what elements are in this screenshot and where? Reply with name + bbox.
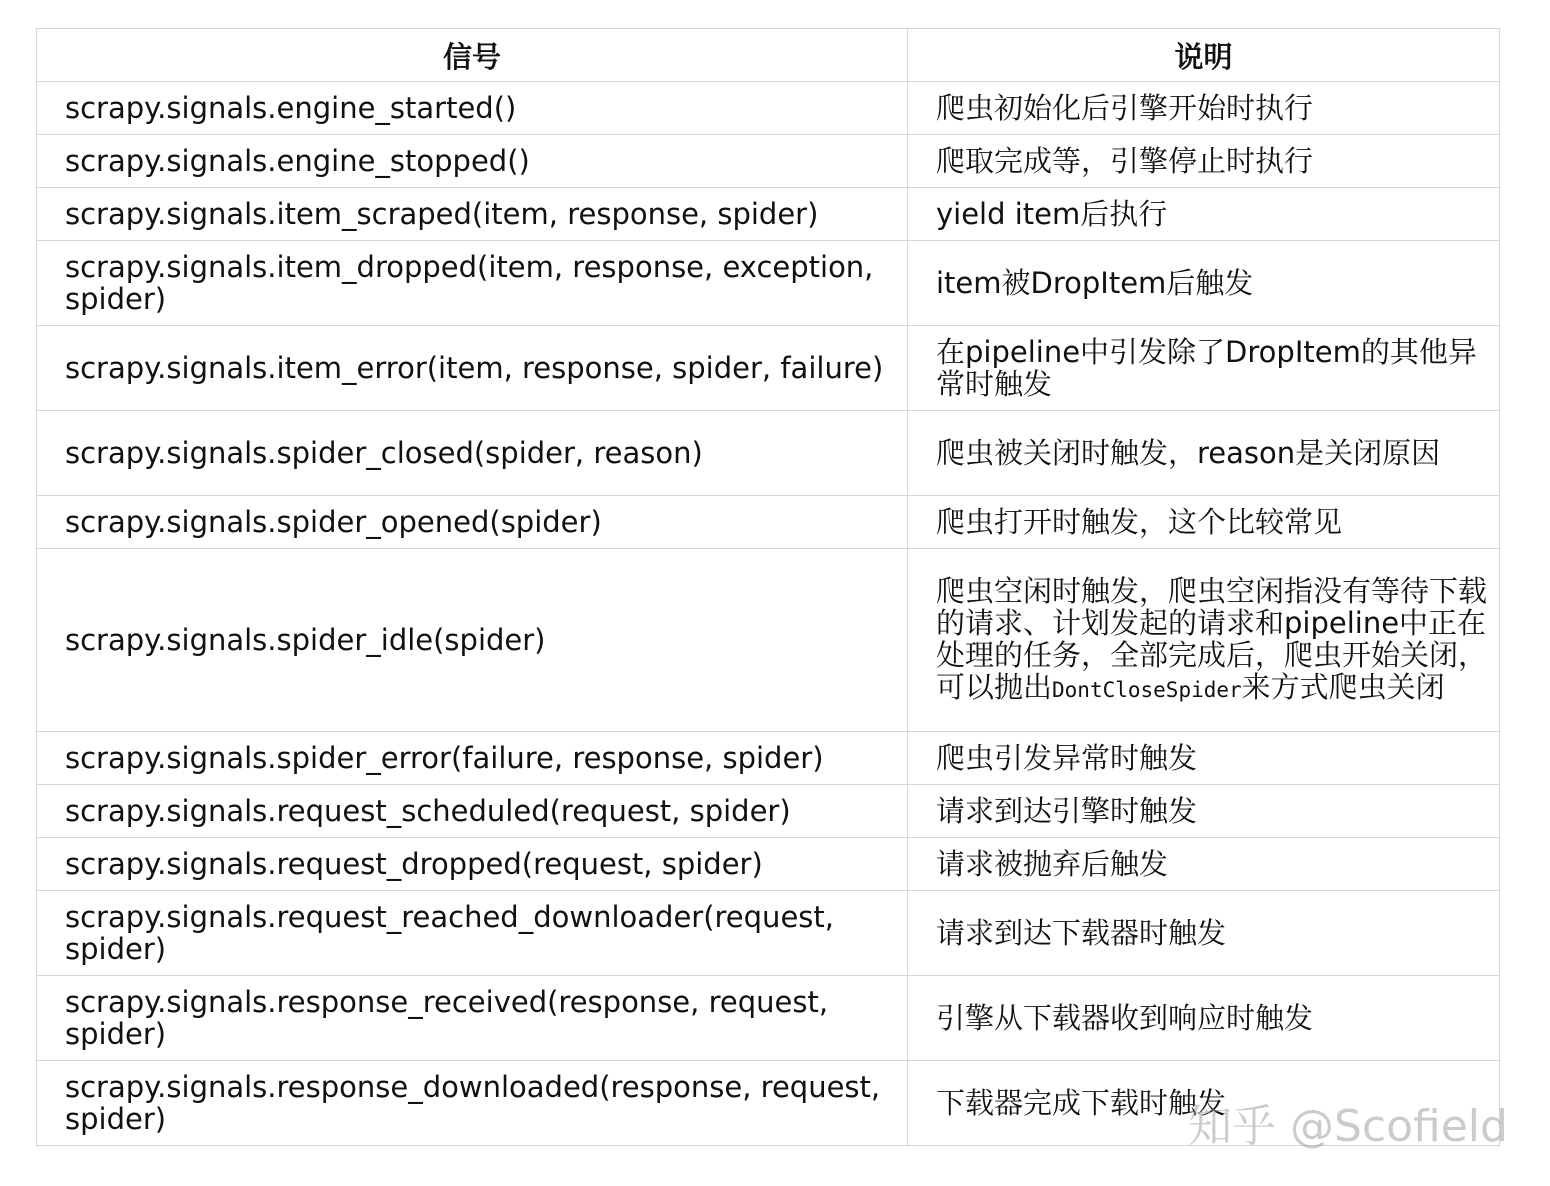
description-cell: item被DropItem后触发 bbox=[908, 241, 1500, 326]
table-row bbox=[37, 135, 1500, 188]
signal-cell: scrapy.signals.spider_opened(spider) bbox=[37, 496, 908, 549]
table-row bbox=[37, 1061, 1500, 1146]
description-cell: yield item后执行 bbox=[908, 188, 1500, 241]
table-row bbox=[37, 976, 1500, 1061]
header-description: 说明 bbox=[908, 29, 1500, 82]
description-cell: 爬虫初始化后引擎开始时执行 bbox=[908, 82, 1500, 135]
table-row bbox=[37, 496, 1500, 549]
header-signal: 信号 bbox=[37, 29, 908, 82]
description-cell: 请求到达下载器时触发 bbox=[908, 891, 1500, 976]
description-cell: 引擎从下载器收到响应时触发 bbox=[908, 976, 1500, 1061]
table-header-row bbox=[37, 29, 1500, 82]
signal-cell: scrapy.signals.spider_closed(spider, reason) bbox=[37, 411, 908, 496]
table-row bbox=[37, 785, 1500, 838]
description-cell: 在pipeline中引发除了DropItem的其他异常时触发 bbox=[908, 326, 1500, 411]
description-cell: 爬虫引发异常时触发 bbox=[908, 732, 1500, 785]
description-cell bbox=[908, 549, 1500, 732]
description-cell: 下载器完成下载时触发 bbox=[908, 1061, 1500, 1146]
signal-cell: scrapy.signals.spider_error(failure, response, spider) bbox=[37, 732, 908, 785]
description-text: 爬虫空闲时触发，爬虫空闲指没有等待下载的请求、计划发起的请求和pipeline中正在处理的任务，全部完成后，爬虫开始关闭，可以抛出 bbox=[936, 573, 1488, 704]
description-cell: 爬虫打开时触发，这个比较常见 bbox=[908, 496, 1500, 549]
table-row bbox=[37, 838, 1500, 891]
inline-code: DontCloseSpider bbox=[1052, 677, 1242, 702]
table-row bbox=[37, 326, 1500, 411]
table-row bbox=[37, 732, 1500, 785]
watermark: 知乎 @Scofield bbox=[1188, 1101, 1508, 1152]
signals-table-container bbox=[36, 28, 1499, 1146]
table-row bbox=[37, 549, 1500, 732]
description-cell: 请求到达引擎时触发 bbox=[908, 785, 1500, 838]
signal-cell: scrapy.signals.engine_started() bbox=[37, 82, 908, 135]
description-cell: 请求被抛弃后触发 bbox=[908, 838, 1500, 891]
signal-cell: scrapy.signals.spider_idle(spider) bbox=[37, 549, 908, 732]
signal-cell: scrapy.signals.item_scraped(item, response, spider) bbox=[37, 188, 908, 241]
table-row bbox=[37, 241, 1500, 326]
signal-cell: scrapy.signals.item_error(item, response, spider, failure) bbox=[37, 326, 908, 411]
signals-table bbox=[36, 28, 1500, 1146]
signal-cell: scrapy.signals.response_received(response, request, spider) bbox=[37, 976, 908, 1061]
description-text-tail: 来方式爬虫关闭 bbox=[1241, 669, 1445, 704]
signal-cell: scrapy.signals.request_reached_downloader(request, spider) bbox=[37, 891, 908, 976]
table-row bbox=[37, 82, 1500, 135]
description-cell: 爬虫被关闭时触发，reason是关闭原因 bbox=[908, 411, 1500, 496]
table-row bbox=[37, 891, 1500, 976]
signal-cell: scrapy.signals.engine_stopped() bbox=[37, 135, 908, 188]
table-row bbox=[37, 411, 1500, 496]
description-cell: 爬取完成等，引擎停止时执行 bbox=[908, 135, 1500, 188]
signal-cell: scrapy.signals.request_scheduled(request, spider) bbox=[37, 785, 908, 838]
signal-cell: scrapy.signals.item_dropped(item, response, exception, spider) bbox=[37, 241, 908, 326]
signal-cell: scrapy.signals.request_dropped(request, spider) bbox=[37, 838, 908, 891]
table-row bbox=[37, 188, 1500, 241]
signal-cell: scrapy.signals.response_downloaded(response, request, spider) bbox=[37, 1061, 908, 1146]
